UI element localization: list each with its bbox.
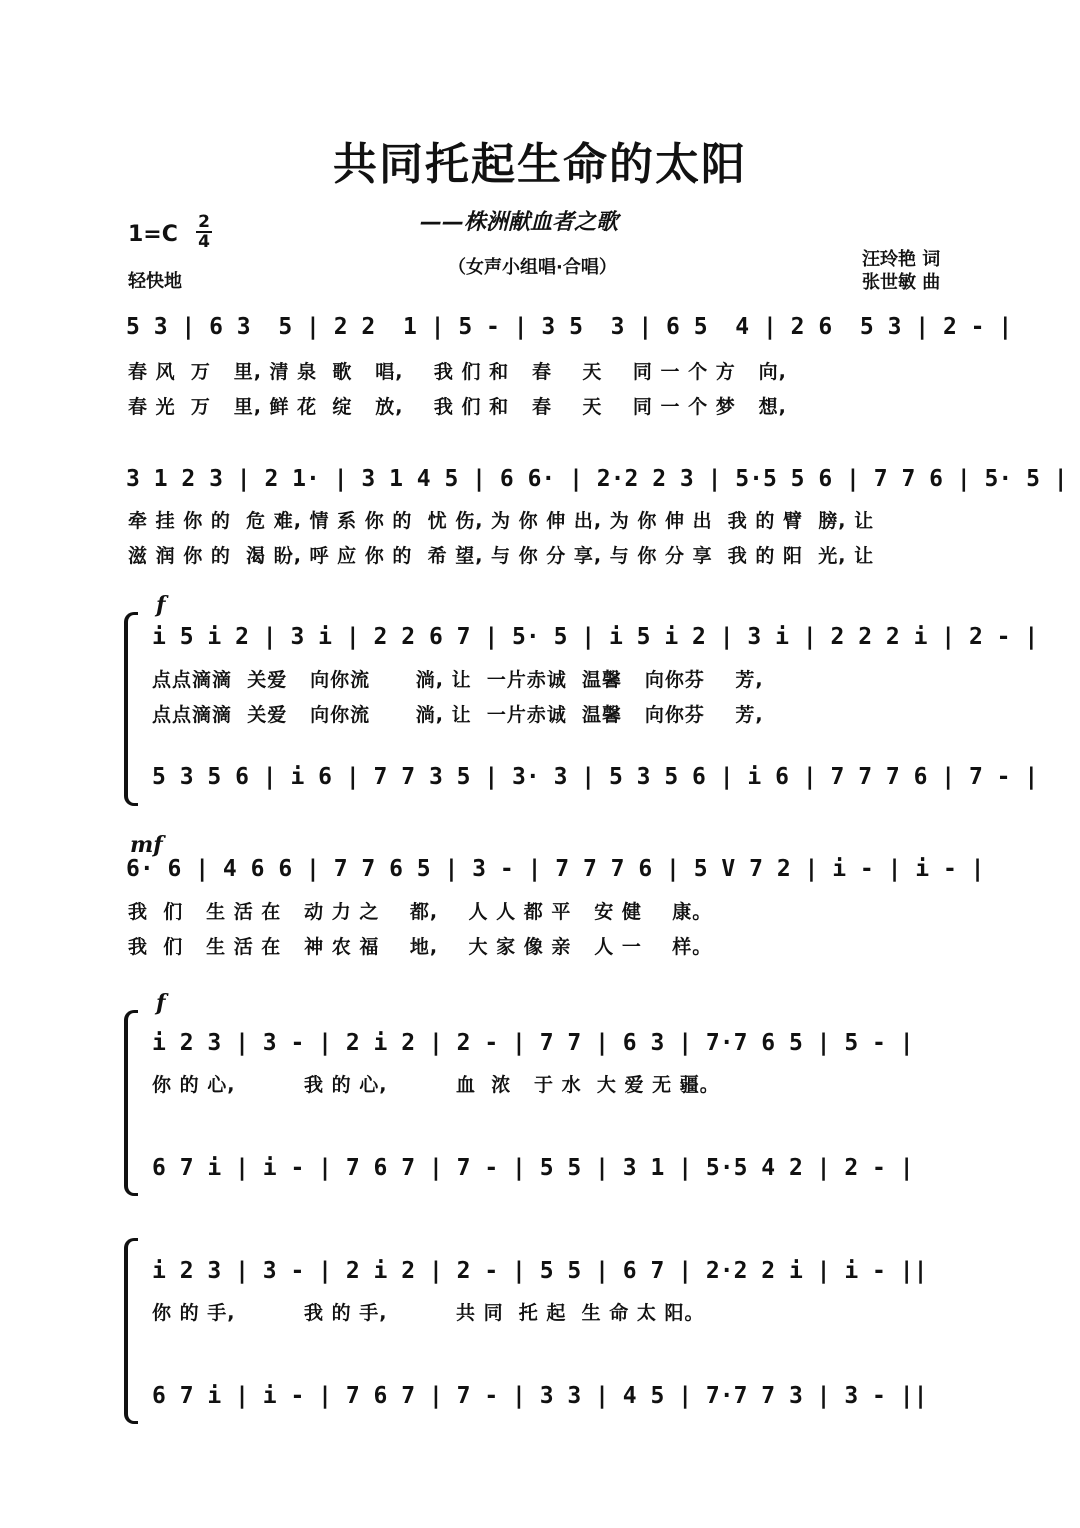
song-title: 共同托起生命的太阳 <box>333 139 747 190</box>
lyric-line-1b: 春 光 万 里, 鲜 花 绽 放, 我 们 和 春 天 同 一 个 梦 想, <box>128 396 787 418</box>
dynamic-marking-f-2: f <box>156 990 166 1016</box>
lyric-line-2b: 滋 润 你 的 渴 盼, 呼 应 你 的 希 望, 与 你 分 享, 与 你 分 享 我 的 阳 光, 让 <box>128 545 875 567</box>
dynamic-marking-mf: mf <box>130 832 163 858</box>
time-signature <box>196 214 212 250</box>
notation-line-4: 5 3 5 6 | i 6 | 7 7 3 5 | 3· 3 | 5 3 5 6 | i 6 | 7 7 7 6 | 7 - | <box>152 764 1039 790</box>
voicing-note: （女声小组唱·合唱） <box>448 257 617 278</box>
notation-line-5: 6· 6 | 4 6 6 | 7 7 6 5 | 3 - | 7 7 7 6 | 5 V 7 2 | i - | i - | <box>126 856 985 882</box>
song-subtitle: ——株洲献血者之歌 <box>420 210 619 235</box>
time-signature-top: 2 <box>198 212 210 232</box>
lyric-line-3a: 点点滴滴 关爱 向你流 淌, 让 一片赤诚 温馨 向你芬 芳, <box>152 669 764 691</box>
dynamic-marking-f-1: f <box>156 592 166 618</box>
notation-line-3: i 5 i 2 | 3 i | 2 2 6 7 | 5· 5 | i 5 i 2 | 3 i | 2 2 2 i | 2 - | <box>152 624 1039 650</box>
notation-line-2: 3 1 2 3 | 2 1· | 3 1 4 5 | 6 6· | 2·2 2 3 | 5·5 5 6 | 7 7 6 | 5· 5 | <box>126 466 1068 492</box>
lyric-line-2a: 牵 挂 你 的 危 难, 情 系 你 的 忧 伤, 为 你 伸 出, 为 你 伸 出 我 的 臂 膀, 让 <box>128 510 875 532</box>
lyric-line-8: 你 的 手, 我 的 手, 共 同 托 起 生 命 太 阳。 <box>152 1302 705 1324</box>
notation-line-1: 5 3 | 6 3 5 | 2 2 1 | 5 - | 3 5 3 | 6 5 4 | 2 6 5 3 | 2 - | <box>126 314 1013 340</box>
part-brace-2 <box>124 1010 138 1196</box>
lyric-line-1a: 春 风 万 里, 清 泉 歌 唱, 我 们 和 春 天 同 一 个 方 向, <box>128 361 787 383</box>
lyric-line-3b: 点点滴滴 关爱 向你流 淌, 让 一片赤诚 温馨 向你芬 芳, <box>152 704 764 726</box>
lyric-line-6: 你 的 心, 我 的 心, 血 浓 于 水 大 爱 无 疆。 <box>152 1074 720 1096</box>
notation-line-9: 6 7 i | i - | 7 6 7 | 7 - | 3 3 | 4 5 | 7·7 7 3 | 3 - || <box>152 1383 928 1409</box>
lyric-line-5a: 我 们 生 活 在 动 力 之 都, 人 人 都 平 安 健 康。 <box>128 901 713 923</box>
notation-line-8: i 2 3 | 3 - | 2 i 2 | 2 - | 5 5 | 6 7 | 2·2 2 i | i - || <box>152 1258 928 1284</box>
notation-line-6: i 2 3 | 3 - | 2 i 2 | 2 - | 7 7 | 6 3 | 7·7 6 5 | 5 - | <box>152 1030 914 1056</box>
time-signature-bottom: 4 <box>198 232 210 252</box>
tempo-marking: 轻快地 <box>128 271 182 292</box>
part-brace-3 <box>124 1238 138 1424</box>
composer-credit: 张世敏 曲 <box>862 272 941 293</box>
notation-line-7: 6 7 i | i - | 7 6 7 | 7 - | 5 5 | 3 1 | 5·5 4 2 | 2 - | <box>152 1155 914 1181</box>
part-brace-1 <box>124 612 138 806</box>
lyricist-credit: 汪玲艳 词 <box>862 249 941 270</box>
lyric-line-5b: 我 们 生 活 在 神 农 福 地, 大 家 像 亲 人 一 样。 <box>128 936 713 958</box>
key-signature: 1=C <box>128 222 178 247</box>
